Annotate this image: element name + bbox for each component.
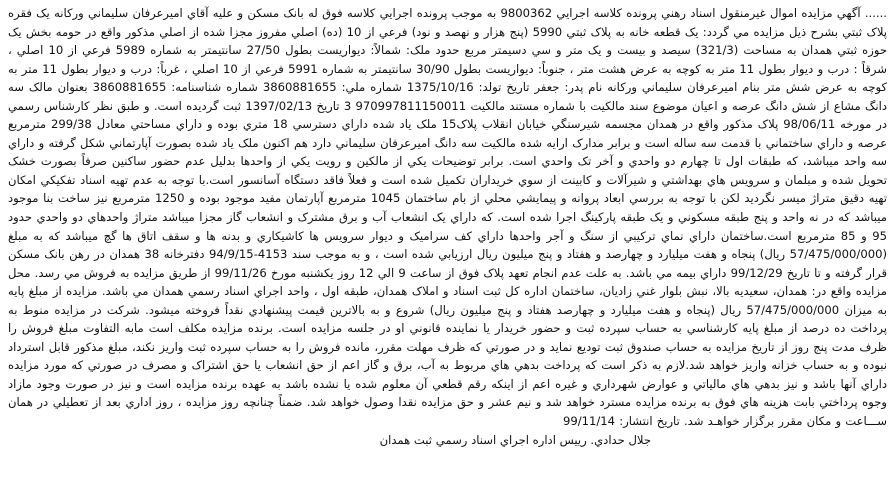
notice-signature: جلال حدادي. رييس اداره اجراي اسناد رسمي ثبت همدان (379, 432, 651, 447)
auction-notice-text: ...... آگهي مزايده اموال غيرمنقول اسناد رهني پرونده كلاسه اجرايي 9800362 به موجب پرونده اجرايي كلاسه فوق له بانک مسکن و عليه آقاي اميرعرفان سليماني وركانه يک فقره پلاک ثبتي بشرح ذيل مزايده مي گردد: يک قطعه خانه به پلاک ثبتي 5990 (پنج هزار و نهصد و نود) فرعي از 10 (ده) اصلي مفروز مجزا شده از اصلي مذکور واقع در حومه بخش يک حوزه ثبتي همدان به مساحت (321/3) سيصد و بيست و يک متر و سي دسيمتر مربع حدود ملک: شمالاً: ديواريست بطول 27/50 سانتيمتر به شماره 5989 فرعي از 10 اصلي ، شرقاً : درب و ديوار بطول 11 متر به کوچه به عرض هشت متر ، جنوباً: ديواريست بطول 30/90 سانتيمتر به شماره 5991 فرعي از 10 اصلي ، غرباً: درب و ديوار بطول 11 متر به کوچه به عرض شش متر بنام اميرعرفان سليماني وركانه نام پدر: جعفر تاريخ تولد: 1375/10/16 شماره ملي: 3860881655 شماره شناسنامه: 3860881655 بعنوان مالک سه دانگ مشاع از شش دانگ عرصه و اعيان موضوع سند مالکيت با شماره مستند مالکيت 970997811150011 3 تاريخ 1397/02/13 ثبت گرديده است. و طبق نظر کارشناس رسمي در مورخه 98/06/11 پلاک مذکور واقع در همدان مجسمه شيرسنگي خيابان انقلاب پلاک15 ملک ياد شده داراي دسترسي 18 متري بوده و داراي مساحتي معادل 299/38 مترمربع عرصه و داراي ساختماني با قدمت سه ساله است و برابر مدارک ارايه شده مالکيت سه دانگ اميرعرفان سليماني دارد هم اکنون ملک ياد شده بصورت آپارتماني شکل گرفته و داراي سه واحد ميباشد، که طبقات اول تا چهارم دو واحدي و آخر تک واحدي است. برابر توضيحات يکي از مالکين و رويت يکي از واحدها بدليل عدم حضور ساکنين صرفاً بصورت خشک تحويل شده و مبلمان و سرويس هاي بهداشتي و شيرآلات و کابينت از سوي خريداران تکميل شده است و فعلاً فاقد دستگاه آسانسور است.با توجه به عدم تهيه اسناد تفکيکي امکان تهيه دقيق متراژ ميسر نگرديد لکن با توجه به بررسي ابعاد پروانه و پيمايشي محلي از بام ساختمان 1045 مترمربع آپارتمان مفيد موجود بوده و 1250 مترمربع نيز ساخت بنا موجود ميباشد که در نه واحد و پنج طبقه مسکوني و يک طبقه پارکينگ اجرا شده است. که داراي يک انشعاب آب و برق مشترک و انشعاب گاز مجزا ميباشد متراژ واحدهاي دو واحدي حدود 95 و 85 مترمربع است.ساختمان داراي نماي ترکيبي از سنگ و آجر واحدها داراي کف سراميک و ديوار سرويس ها کاشيکاري و بدنه ها و سقف اتاق ها گچ ميباشد که به مبلغ (57/475/000/000 ريال) پنجاه و هفت ميليارد و چهارصد و هفتاد و پنج ميليون ريال ارزيابي شده است ، و به موجب سند 4153-94/9/15 دفترخانه 38 همدان در رهن بانک مسکن قرار گرفته و تا تاريخ 99/12/29 داراي بيمه مي باشد. به علت عدم انجام تعهد پلاک فوق از ساعت 9 الي 12 روز يکشنبه مورخ 99/11/26 از طريق مزايده به فروش مي رسد. محل مزايده واقع در: همدان، سعيديه بالا، نبش بلوار غني زاديان، ساختمان اداره کل ثبت اسناد و املاک همدان، طبقه اول ، واحد اجراي اسناد رسمي همدان مي باشد. مزايده از مبلغ پايه به ميزان 57/475/000/000 ريال (پنجاه و هفت ميليارد و چهارصد هفتاد و پنج ميليون ريال) شروع و به بالاترين قيمت پيشنهادي نقداً فروخته ميشود. شرکت در مزايده منوط به پرداخت ده درصد از مبلغ پايه کارشناسي به حساب سپرده ثبت و حضور خريدار يا نماينده قانوني او در جلسه مزايده است. برنده مزايده مکلف است مابه التفاوت مبلغ فروش را ظرف مدت پنج روز از تاريخ مزايده به حساب صندوق ثبت توديع نمايد و در صورتي که ظرف مهلت مقرر، مانده فروش را به حساب سپرده ثبت واريز نکند، مبلغ مذکور قابل استرداد نبوده و به حساب خزانه واريز خواهد شد.لازم به ذکر است که پرداخت بدهي هاي مربوط به آب، برق و گاز اعم از حق انشعاب يا حق اشتراک و مصرف در صورتي که مورد مزايده داراي آنها باشد و نيز بدهي هاي مالياتي و عوارض شهرداري و غيره اعم از اينکه رقم قطعي آن معلوم شده يا نشده باشد به عهده برنده مزايده است و نيز در صورت وجود مازاد وجوه پرداختي بابت هزينه هاي فوق به برنده مزايده مسترد خواهد شد و نيم عشر و حق مزايده نقدا وصول خواهد شد. ضمناً چنانچه روز مزايده ، روز اداري بعد از تعطيلي در همان ســـاعت و مكان مقرر برگزار خواهـد شد. تاريخ انتشار: 99/11/14 (8, 6, 888, 429)
